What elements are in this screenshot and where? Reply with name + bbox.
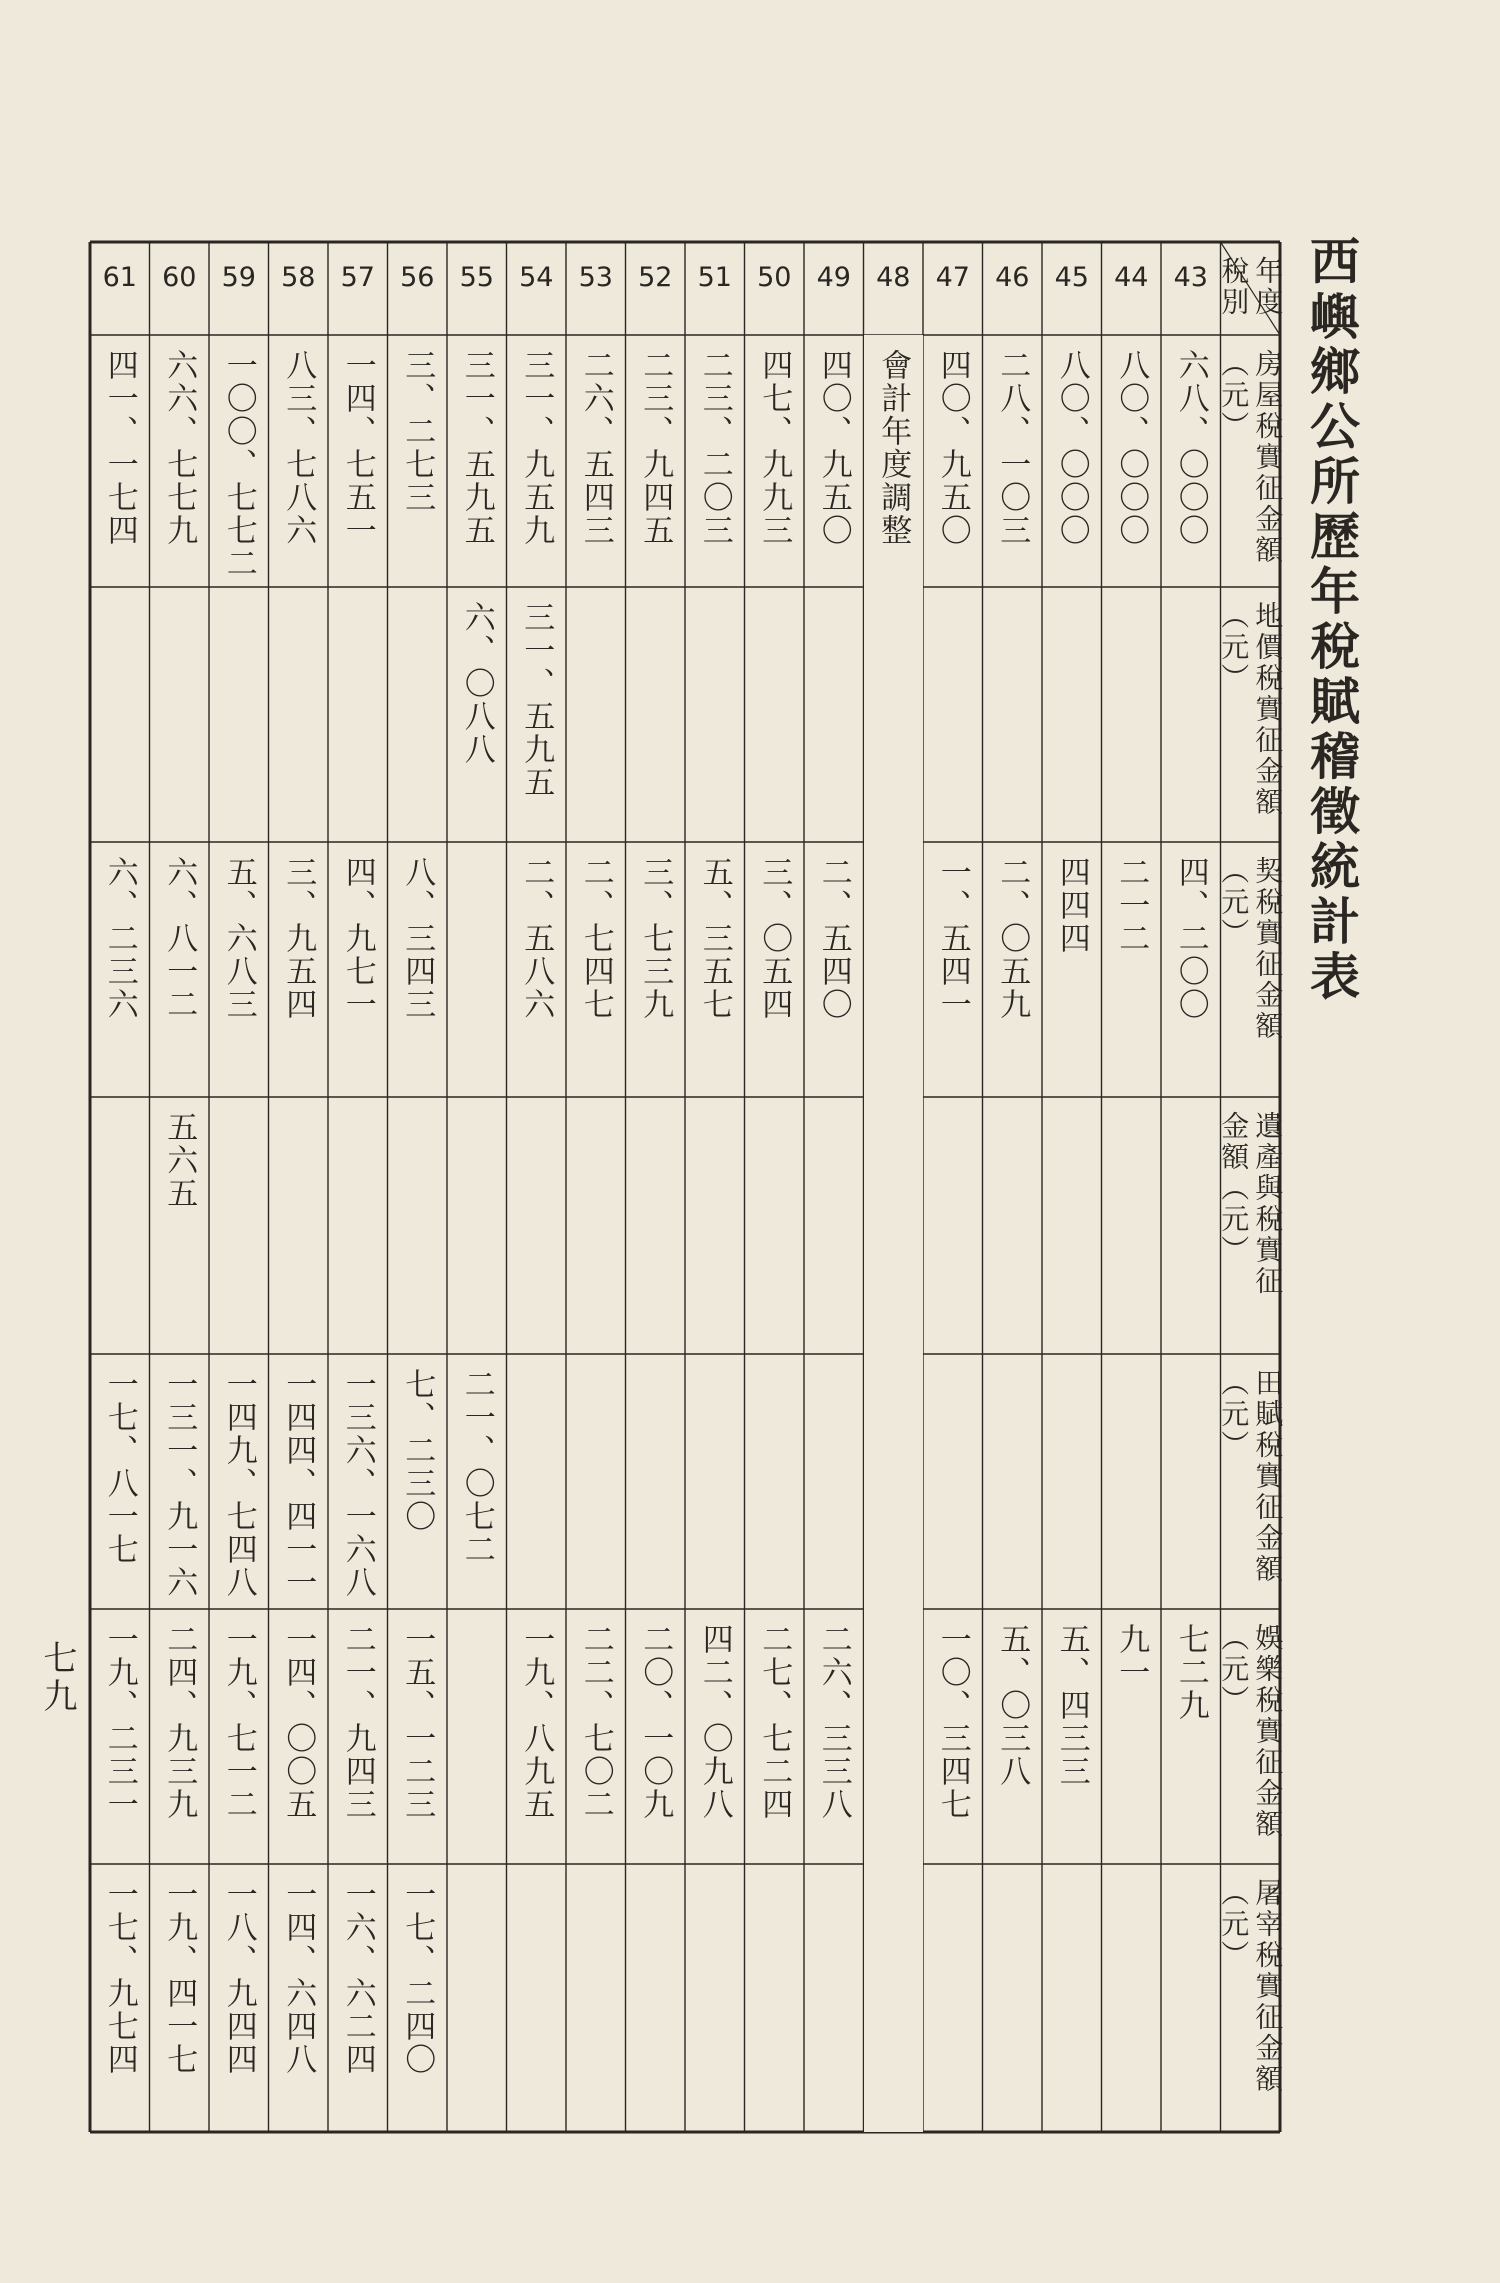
data-cell	[745, 1609, 805, 1864]
data-cell	[923, 1864, 983, 2132]
data-cell	[626, 1097, 686, 1354]
data-cell	[804, 1097, 864, 1354]
data-cell	[804, 587, 864, 842]
data-cell	[983, 335, 1043, 587]
data-cell	[1042, 1609, 1102, 1864]
data-cell	[566, 1864, 626, 2132]
tax-type-header-line: 房屋稅實征金額	[1251, 349, 1285, 566]
year-cell	[328, 242, 388, 335]
year-label: 47	[935, 262, 970, 293]
data-cell	[923, 1097, 983, 1354]
year-label: 58	[281, 262, 316, 293]
cell-value: 二一、九四三	[339, 1623, 376, 1821]
year-cell	[923, 242, 983, 335]
data-cell	[90, 335, 150, 587]
data-cell	[626, 587, 686, 842]
data-cell	[685, 1609, 745, 1864]
year-cell	[983, 242, 1043, 335]
data-cell	[804, 842, 864, 1097]
tax-type-header	[1217, 335, 1285, 587]
cell-value: 一九、八九五	[518, 1623, 555, 1821]
cell-value: 五、〇三八	[994, 1623, 1031, 1788]
cell-value: 八、三四三	[399, 856, 436, 1021]
data-cell	[745, 1097, 805, 1354]
data-cell	[388, 1354, 448, 1609]
data-cell	[328, 842, 388, 1097]
data-cell	[447, 1354, 507, 1609]
data-cell	[1161, 1609, 1221, 1864]
tax-table	[90, 242, 1285, 2132]
data-cell	[626, 335, 686, 587]
cell-value: 二〇、一〇九	[637, 1623, 674, 1821]
data-cell	[804, 1864, 864, 2132]
data-cell	[90, 1354, 150, 1609]
cell-value: 四四四	[1053, 856, 1090, 955]
year-label: 57	[340, 262, 375, 293]
data-cell	[566, 587, 626, 842]
year-cell	[447, 242, 507, 335]
data-cell	[1042, 842, 1102, 1097]
data-cell	[983, 1097, 1043, 1354]
cell-value: 一〇〇、七七二	[220, 349, 257, 580]
cell-value: 一七、九七四	[101, 1878, 138, 2076]
data-cell	[507, 335, 567, 587]
data-cell	[745, 1354, 805, 1609]
cell-value: 四〇、九五〇	[815, 349, 852, 547]
cell-value: 六、〇八八	[458, 601, 495, 766]
data-cell	[269, 587, 329, 842]
data-cell	[923, 1354, 983, 1609]
year-cell	[269, 242, 329, 335]
year-cell	[804, 242, 864, 335]
corner-header-year: 年度	[1251, 256, 1285, 318]
data-cell	[388, 1609, 448, 1864]
data-cell	[90, 1609, 150, 1864]
data-cell	[1161, 1097, 1221, 1354]
cell-value: 三、二七三	[399, 349, 436, 514]
year-label: 49	[816, 262, 851, 293]
year-cell	[685, 242, 745, 335]
cell-value: 五、四三三	[1053, 1623, 1090, 1788]
year-label: 53	[578, 262, 613, 293]
data-cell	[566, 1354, 626, 1609]
year-cell	[1102, 242, 1162, 335]
cell-value: 四一、一七四	[101, 349, 138, 547]
data-cell	[507, 842, 567, 1097]
data-cell	[150, 335, 210, 587]
data-cell	[90, 587, 150, 842]
data-cell	[1161, 1354, 1221, 1609]
data-cell	[507, 1864, 567, 2132]
data-cell	[328, 1609, 388, 1864]
cell-value: 二八、一〇三	[994, 349, 1031, 547]
cell-value: 一三六、一六八	[339, 1368, 376, 1599]
tax-type-header-line: （元）	[1217, 1623, 1251, 1716]
cell-value: 八〇、〇〇〇	[1113, 349, 1150, 547]
cell-value: 三一、九五九	[518, 349, 555, 547]
tax-type-header-line: （元）	[1217, 856, 1251, 949]
cell-value: 四、九七一	[339, 856, 376, 1021]
tax-type-header-line: 遺產與稅實征	[1251, 1111, 1285, 1297]
cell-value: 一四九、七四八	[220, 1368, 257, 1599]
year-cell	[1042, 242, 1102, 335]
data-cell	[685, 587, 745, 842]
data-cell	[328, 1097, 388, 1354]
year-label: 46	[995, 262, 1030, 293]
cell-value: 四、二〇〇	[1172, 856, 1209, 1021]
merged-note: 會計年度調整	[875, 349, 912, 547]
tax-type-header-line: （元）	[1217, 601, 1251, 694]
data-cell	[269, 1354, 329, 1609]
data-cell	[923, 335, 983, 587]
cell-value: 二六、五四三	[577, 349, 614, 547]
year-cell	[745, 242, 805, 335]
data-cell	[507, 1354, 567, 1609]
data-cell	[1161, 1864, 1221, 2132]
cell-value: 六八、〇〇〇	[1172, 349, 1209, 547]
data-cell	[328, 1864, 388, 2132]
data-cell	[745, 335, 805, 587]
cell-value: 九一	[1113, 1623, 1150, 1689]
data-cell	[685, 842, 745, 1097]
data-cell	[269, 335, 329, 587]
data-cell	[447, 1864, 507, 2132]
cell-value: 三一、五九五	[458, 349, 495, 547]
cell-value: 一四、七五一	[339, 349, 376, 547]
cell-value: 一四、〇〇五	[280, 1623, 317, 1821]
cell-value: 二四、九三九	[161, 1623, 198, 1821]
cell-value: 一四、六四八	[280, 1878, 317, 2076]
data-cell	[1042, 335, 1102, 587]
year-label: 48	[876, 262, 911, 293]
cell-value: 八〇、〇〇〇	[1053, 349, 1090, 547]
tax-type-header	[1217, 587, 1285, 842]
year-label: 54	[519, 262, 554, 293]
year-cell	[1161, 242, 1221, 335]
year-label: 51	[697, 262, 732, 293]
year-label: 43	[1173, 262, 1208, 293]
data-cell	[209, 842, 269, 1097]
data-cell	[209, 1354, 269, 1609]
data-cell	[447, 1609, 507, 1864]
cell-value: 四七、九九三	[756, 349, 793, 547]
year-cell	[90, 242, 150, 335]
cell-value: 一七、八一七	[101, 1368, 138, 1566]
cell-value: 五、三五七	[696, 856, 733, 1021]
tax-type-header	[1217, 842, 1285, 1097]
data-cell	[566, 335, 626, 587]
data-cell	[626, 842, 686, 1097]
cell-value: 二一、〇七二	[458, 1368, 495, 1566]
tax-type-header-line: （元）	[1217, 349, 1251, 442]
data-cell	[209, 587, 269, 842]
data-cell	[90, 842, 150, 1097]
data-cell	[1102, 1864, 1162, 2132]
year-label: 52	[638, 262, 673, 293]
cell-value: 六、二三六	[101, 856, 138, 1021]
cell-value: 一、五四一	[934, 856, 971, 1021]
data-cell	[923, 1609, 983, 1864]
cell-value: 八三、七八六	[280, 349, 317, 547]
data-cell	[1161, 335, 1221, 587]
cell-value: 七二九	[1172, 1623, 1209, 1722]
cell-value: 五、六八三	[220, 856, 257, 1021]
cell-value: 六六、七七九	[161, 349, 198, 547]
data-cell	[150, 587, 210, 842]
tax-type-header-line: 田賦稅實征金額	[1251, 1368, 1285, 1585]
year-cell	[566, 242, 626, 335]
data-cell	[507, 1097, 567, 1354]
year-cell	[626, 242, 686, 335]
data-cell	[804, 1609, 864, 1864]
cell-value: 一九、四一七	[161, 1878, 198, 2076]
data-cell	[388, 1097, 448, 1354]
cell-value: 三、九五四	[280, 856, 317, 1021]
data-cell	[685, 1354, 745, 1609]
tax-type-header	[1217, 1864, 1285, 2132]
year-cell	[388, 242, 448, 335]
data-cell	[447, 842, 507, 1097]
year-label: 55	[459, 262, 494, 293]
cell-value: 一五、一二三	[399, 1623, 436, 1821]
data-cell	[90, 1864, 150, 2132]
data-cell	[685, 1864, 745, 2132]
data-cell	[1102, 842, 1162, 1097]
data-cell	[566, 1609, 626, 1864]
data-cell	[1042, 587, 1102, 842]
cell-value: 三、〇五四	[756, 856, 793, 1021]
year-label: 60	[162, 262, 197, 293]
tax-type-header-line: 地價稅實征金額	[1251, 601, 1285, 818]
cell-value: 一三一、九一六	[161, 1368, 198, 1599]
data-cell	[447, 335, 507, 587]
cell-value: 一九、二三一	[101, 1623, 138, 1821]
data-cell	[745, 1864, 805, 2132]
data-cell	[626, 1354, 686, 1609]
cell-value: 四二、〇九八	[696, 1623, 733, 1821]
cell-value: 四〇、九五〇	[934, 349, 971, 547]
year-label: 61	[102, 262, 137, 293]
year-label: 56	[400, 262, 435, 293]
data-cell	[745, 587, 805, 842]
data-cell	[1102, 1354, 1162, 1609]
cell-value: 二、七四七	[577, 856, 614, 1021]
tax-type-header-line: （元）	[1217, 1878, 1251, 1971]
data-cell	[804, 335, 864, 587]
data-cell	[328, 1354, 388, 1609]
data-cell	[209, 1097, 269, 1354]
data-cell	[507, 1609, 567, 1864]
data-cell	[804, 1354, 864, 1609]
tax-type-header	[1217, 1097, 1285, 1354]
data-cell	[150, 1609, 210, 1864]
tax-type-header	[1217, 1354, 1285, 1609]
data-cell	[1042, 1354, 1102, 1609]
data-cell	[388, 587, 448, 842]
data-cell	[209, 1609, 269, 1864]
cell-value: 三、七三九	[637, 856, 674, 1021]
data-cell	[983, 1354, 1043, 1609]
page-number: 七九	[37, 1640, 77, 1716]
data-cell	[626, 1609, 686, 1864]
data-cell	[1161, 842, 1221, 1097]
tax-type-header-line: 金額（元）	[1217, 1111, 1251, 1266]
year-cell	[150, 242, 210, 335]
data-cell	[388, 842, 448, 1097]
data-cell	[328, 335, 388, 587]
data-cell	[269, 1864, 329, 2132]
data-cell	[923, 587, 983, 842]
data-cell	[150, 1864, 210, 2132]
year-label: 59	[221, 262, 256, 293]
tax-type-header-line: （元）	[1217, 1368, 1251, 1461]
cell-value: 二、〇五九	[994, 856, 1031, 1021]
tax-type-header-line: 契稅實征金額	[1251, 856, 1285, 1042]
data-cell	[1042, 1864, 1102, 2132]
merged-note-cell	[864, 335, 924, 2132]
cell-value: 一九、七一二	[220, 1623, 257, 1821]
cell-value: 二三、二〇三	[696, 349, 733, 547]
data-cell	[150, 842, 210, 1097]
data-cell	[388, 335, 448, 587]
cell-value: 二三、九四五	[637, 349, 674, 547]
data-cell	[447, 1097, 507, 1354]
data-cell	[983, 842, 1043, 1097]
data-cell	[983, 1864, 1043, 2132]
data-cell	[923, 842, 983, 1097]
cell-value: 一〇、三四七	[934, 1623, 971, 1821]
data-cell	[447, 587, 507, 842]
tax-type-header-line: 娛樂稅實征金額	[1251, 1623, 1285, 1840]
cell-value: 二六、三三八	[815, 1623, 852, 1821]
data-cell	[1102, 1609, 1162, 1864]
cell-value: 一八、九四四	[220, 1878, 257, 2076]
cell-value: 一六、六二四	[339, 1878, 376, 2076]
data-cell	[1102, 1097, 1162, 1354]
tax-type-header-line: 屠宰稅實征金額	[1251, 1878, 1285, 2095]
year-cell	[507, 242, 567, 335]
data-cell	[269, 1097, 329, 1354]
cell-value: 二二、七〇二	[577, 1623, 614, 1821]
tax-type-header	[1217, 1609, 1285, 1864]
data-cell	[150, 1097, 210, 1354]
cell-value: 二、五四〇	[815, 856, 852, 1021]
data-cell	[209, 1864, 269, 2132]
page-title: 西嶼鄉公所歷年稅賦稽徵統計表	[1302, 235, 1361, 1005]
year-label: 45	[1054, 262, 1089, 293]
corner-header-tax: 稅別	[1217, 256, 1251, 318]
data-cell	[983, 587, 1043, 842]
year-cell	[864, 242, 924, 335]
data-cell	[328, 587, 388, 842]
data-cell	[1102, 587, 1162, 842]
corner-header	[1217, 242, 1285, 335]
cell-value: 七、二三〇	[399, 1368, 436, 1533]
data-cell	[90, 1097, 150, 1354]
data-cell	[209, 335, 269, 587]
data-cell	[685, 335, 745, 587]
cell-value: 三一、五九五	[518, 601, 555, 799]
data-cell	[983, 1609, 1043, 1864]
cell-value: 二七、七二四	[756, 1623, 793, 1821]
cell-value: 二、五八六	[518, 856, 555, 1021]
data-cell	[685, 1097, 745, 1354]
year-label: 44	[1114, 262, 1149, 293]
cell-value: 二一二	[1113, 856, 1150, 955]
cell-value: 一四四、四一一	[280, 1368, 317, 1599]
data-cell	[388, 1864, 448, 2132]
year-label: 50	[757, 262, 792, 293]
data-cell	[626, 1864, 686, 2132]
cell-value: 五六五	[161, 1111, 198, 1210]
data-cell	[1042, 1097, 1102, 1354]
cell-value: 一七、二四〇	[399, 1878, 436, 2076]
data-cell	[269, 842, 329, 1097]
data-cell	[269, 1609, 329, 1864]
data-cell	[566, 842, 626, 1097]
data-cell	[1161, 587, 1221, 842]
data-cell	[150, 1354, 210, 1609]
data-cell	[507, 587, 567, 842]
data-cell	[745, 842, 805, 1097]
year-cell	[209, 242, 269, 335]
cell-value: 六、八一二	[161, 856, 198, 1021]
data-cell	[566, 1097, 626, 1354]
data-cell	[1102, 335, 1162, 587]
